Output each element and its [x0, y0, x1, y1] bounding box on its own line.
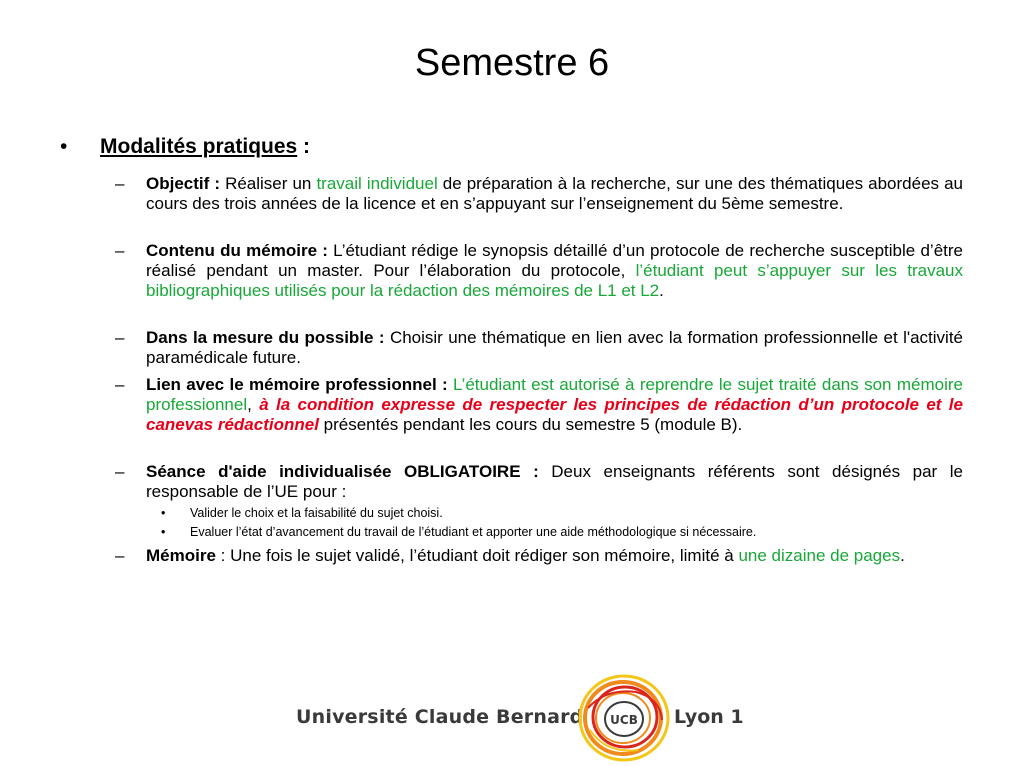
item-text: Deux enseignants référents sont désignés par le responsable de l’UE pour :	[146, 462, 963, 501]
item-text: .	[900, 546, 905, 565]
item-label: Objectif :	[146, 174, 226, 193]
item-highlight: L’étudiant est autorisé à reprendre le sujet traité dans son mémoire professionnel	[146, 375, 963, 414]
dash-icon: –	[115, 328, 125, 347]
item-highlight: une dizaine de pages	[738, 546, 901, 565]
item-lien	[115, 375, 963, 435]
item-highlight: travail individuel	[316, 174, 438, 193]
item-text: Choisir une thématique en lien avec la formation professionnelle et l'activité paramédicale future.	[146, 328, 963, 367]
item-text: : Une fois le sujet validé, l’étudiant doit rédiger son mémoire, limité à	[215, 546, 739, 565]
item-memoire	[115, 546, 963, 566]
logo-right-text: Lyon 1	[674, 706, 744, 728]
item-highlight: l’étudiant peut s’appuyer sur les travaux bibliographiques utilisés pour la rédaction des mémoires de L1 et L2	[146, 261, 963, 300]
logo-left-text: Université Claude Bernard	[296, 706, 584, 728]
bullet-icon: •	[60, 135, 68, 158]
section-colon: :	[297, 135, 311, 158]
item-label: Contenu du mémoire :	[146, 241, 334, 260]
item-text: ,	[247, 395, 260, 414]
item-text: Réaliser un	[225, 174, 317, 193]
item-text: de préparation à la recherche, sur une des thématiques abordées au cours des trois années de la licence et en s’appuyant sur l’enseignement du 5ème semestre.	[146, 174, 963, 213]
item-contenu	[115, 241, 963, 301]
slide-title: Semestre 6	[414, 42, 610, 84]
bullet-icon: •	[161, 525, 166, 539]
dash-icon: –	[115, 375, 125, 394]
item-text: présentés pendant les cours du semestre 5 (module B).	[318, 415, 743, 434]
item-label: Séance d'aide individualisée OBLIGATOIRE :	[146, 462, 552, 481]
dash-icon: –	[115, 546, 125, 565]
subitem	[161, 505, 961, 521]
item-objectif	[115, 174, 963, 214]
subitem-text: Valider le choix et la faisabilité du sujet choisi.	[190, 506, 443, 520]
item-text: .	[659, 281, 664, 300]
item-label: Dans la mesure du possible :	[146, 328, 390, 347]
item-warning: à la condition expresse de respecter les principes de rédaction d’un protocole et le canevas rédactionnel	[146, 395, 963, 434]
dash-icon: –	[115, 174, 125, 193]
ucb-emblem-icon	[576, 668, 672, 764]
section-heading: Modalités pratiques	[100, 135, 298, 158]
item-label: Lien avec le mémoire professionnel :	[146, 375, 454, 394]
subitem-text: Evaluer l’état d’avancement du travail de l’étudiant et apporter une aide méthodologique si nécessaire.	[190, 525, 757, 539]
university-logo	[290, 668, 750, 764]
item-mesure	[115, 328, 963, 368]
bullet-icon: •	[161, 506, 166, 520]
item-label: Mémoire	[146, 546, 216, 565]
section-bullet	[60, 134, 964, 160]
subitem	[161, 524, 961, 540]
emblem-text: UCB	[610, 713, 638, 727]
dash-icon: –	[115, 462, 125, 481]
dash-icon: –	[115, 241, 125, 260]
item-seance	[115, 462, 963, 502]
item-text: L’étudiant rédige le synopsis détaillé d’un protocole de recherche susceptible d’être réalisé pendant un master. Pour l’élaboration du protocole,	[146, 241, 963, 280]
